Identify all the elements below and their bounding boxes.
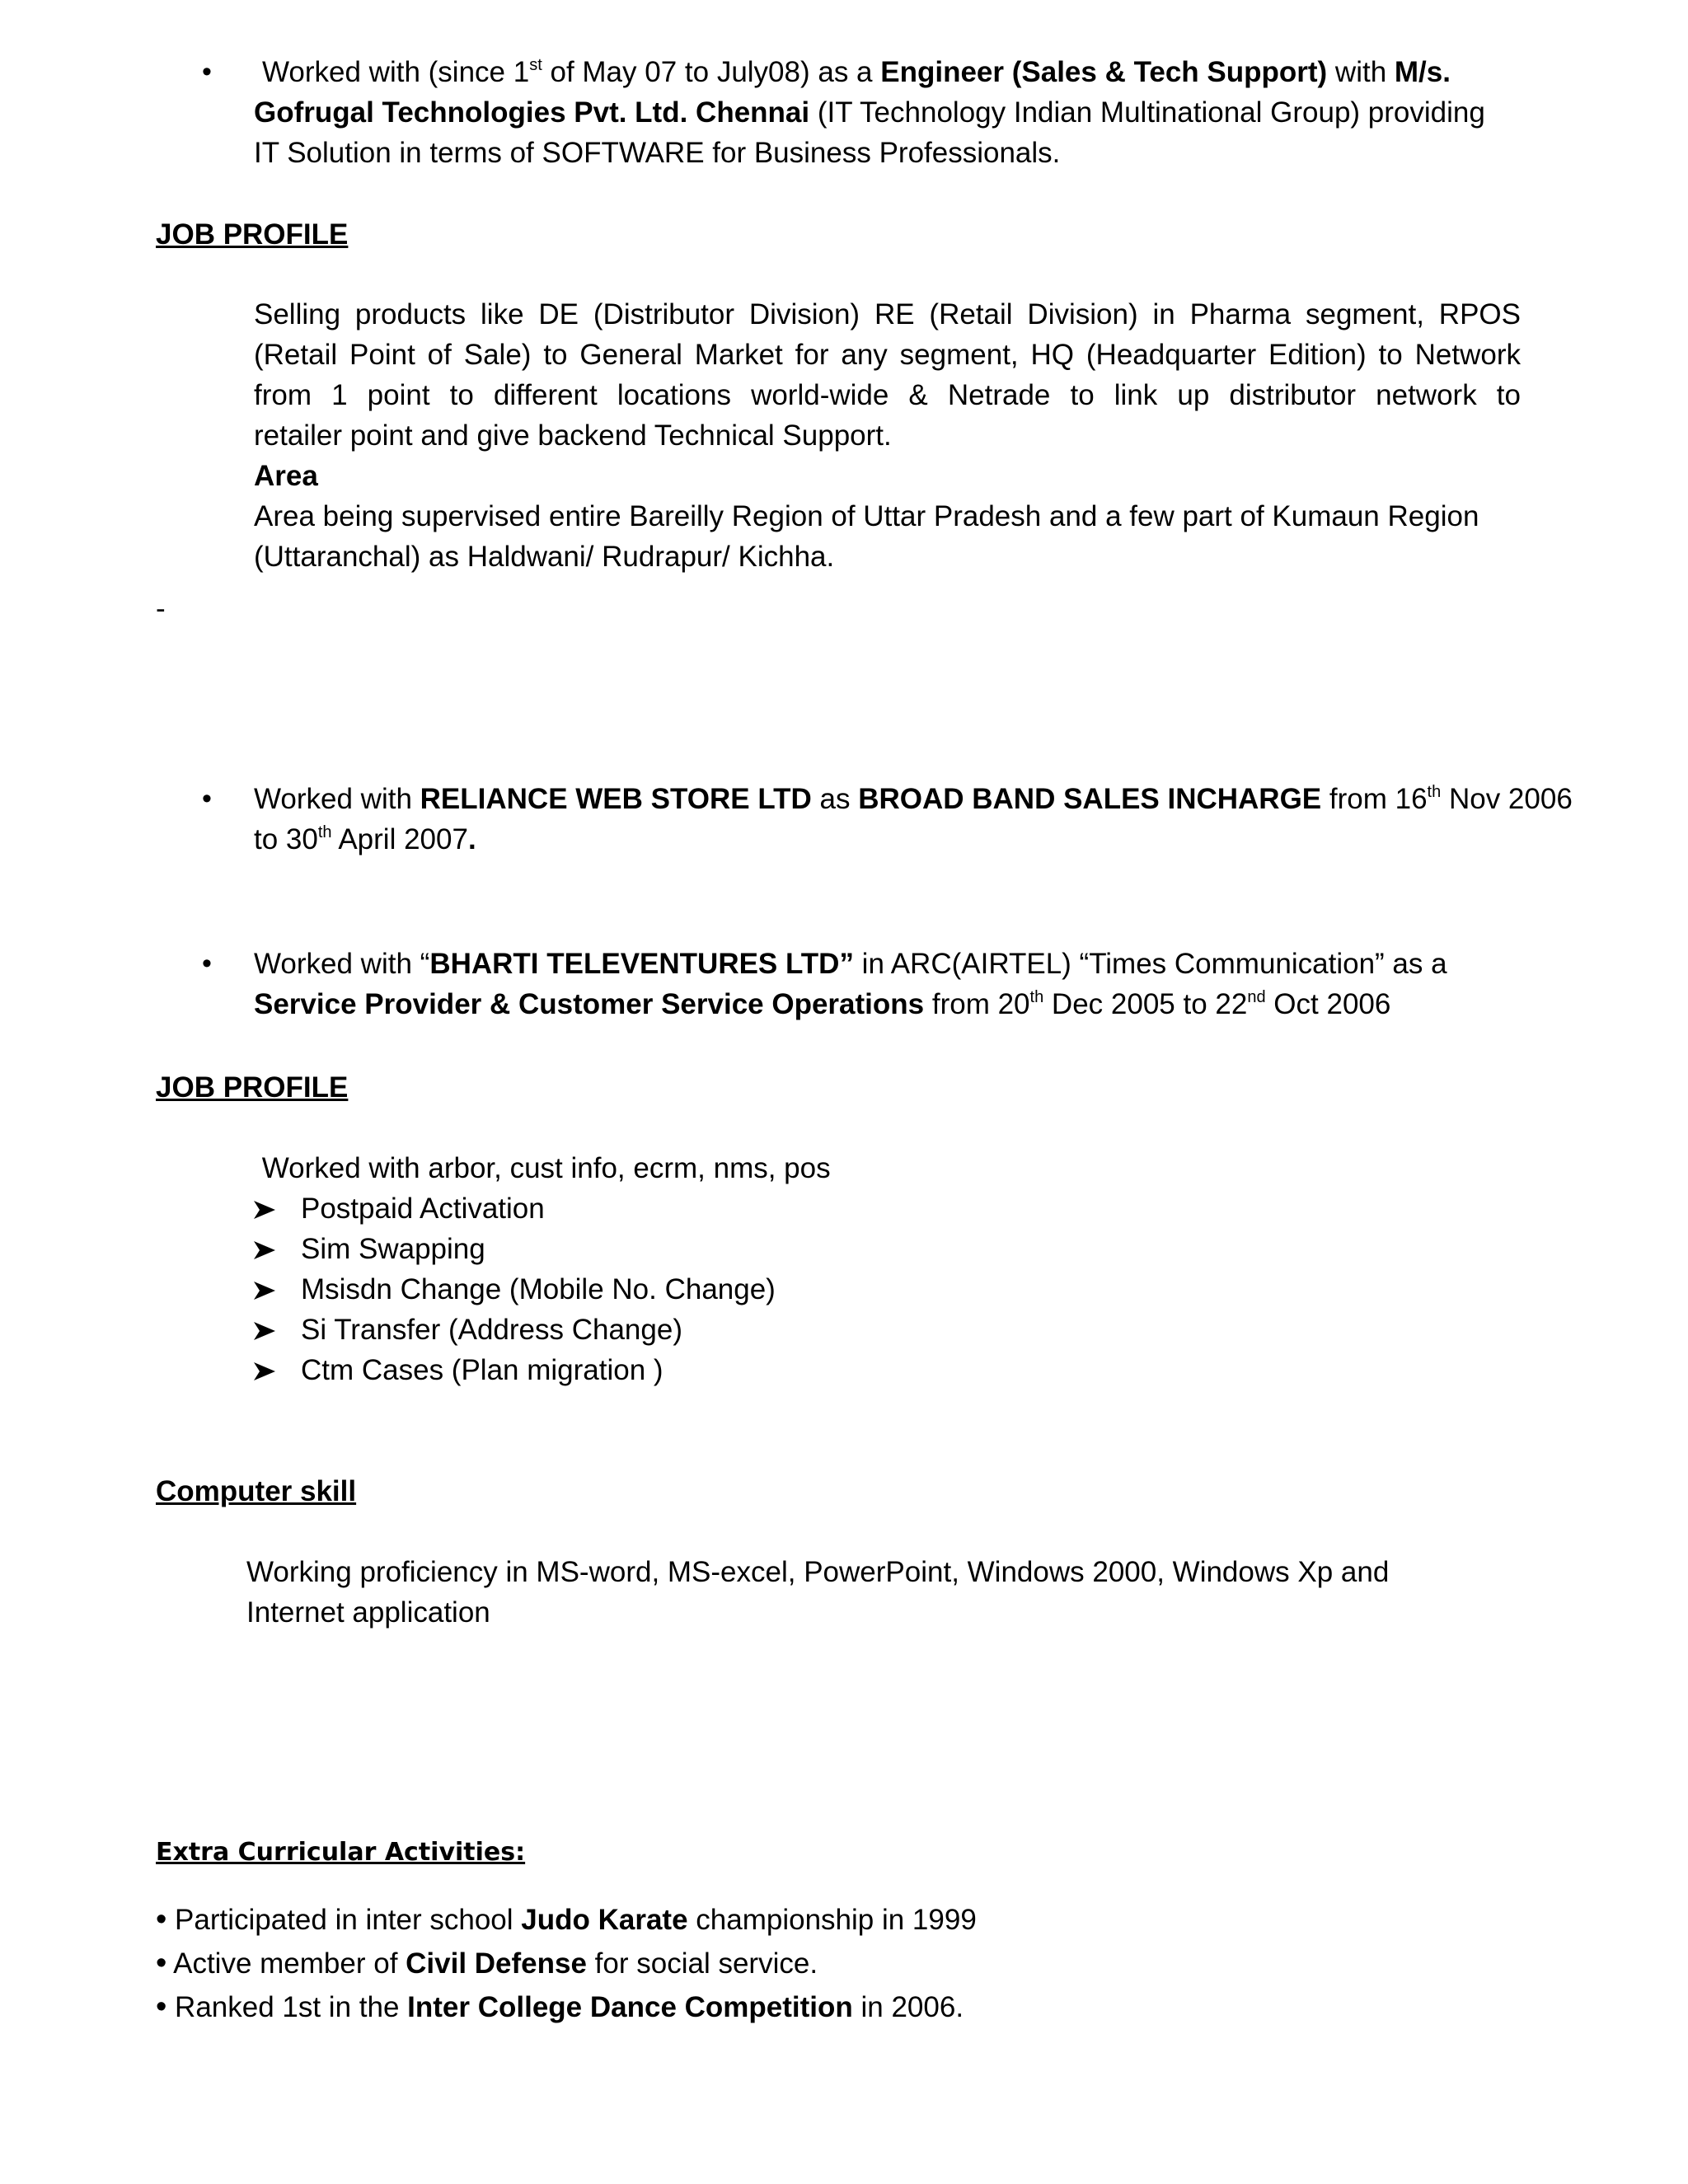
list-item: Postpaid Activation <box>254 1188 1523 1229</box>
extra-curricular-heading: Extra Curricular Activities: <box>156 1838 526 1867</box>
bullet: • <box>156 1946 167 1980</box>
job2-entry: Worked with RELIANCE WEB STORE LTD as BROAD BAND SALES INCHARGE from 16th Nov 2006 to 30th April 2007. <box>254 783 1573 855</box>
bullet: • <box>202 783 212 814</box>
list-item: • Ranked 1st in the Inter College Dance Competition in 2006. <box>156 1990 964 2024</box>
arrow-bullet-icon <box>254 1350 279 1390</box>
job1-line2: Gofrugal Technologies Pvt. Ltd. Chennai (IT Technology Indian Multinational Group) providing <box>254 96 1485 129</box>
list-item: Ctm Cases (Plan migration ) <box>254 1350 1523 1390</box>
job1-entry <box>254 52 1523 173</box>
extra-curricular-list <box>156 1898 1475 2029</box>
job1-company: Gofrugal Technologies Pvt. Ltd. Chennai <box>254 96 810 129</box>
job3-role: Service Provider & Customer Service Operations <box>254 988 925 1020</box>
bullet: • <box>156 1990 167 2024</box>
arrow-bullet-icon <box>254 1229 279 1269</box>
job-profile-heading: JOB PROFILE <box>156 218 349 251</box>
job1-line3: IT Solution in terms of SOFTWARE for Business Professionals. <box>254 137 1061 169</box>
list-item: Msisdn Change (Mobile No. Change) <box>254 1269 1523 1310</box>
job1-role: Engineer (Sales & Tech Support) <box>880 56 1328 88</box>
list-item: Sim Swapping <box>254 1229 1523 1269</box>
arrow-bullet-icon <box>254 1310 279 1350</box>
job-profile-2-list: Worked with arbor, cust info, ecrm, nms, pos Postpaid Activation Sim Swapping Msisdn Change (Mobile No. Change) Si Transfer (Address Change) Ctm Cases (Plan migration ) <box>254 1148 1523 1390</box>
list-item: • Participated in inter school Judo Karate championship in 1999 <box>156 1902 977 1937</box>
job-profile-heading: JOB PROFILE <box>156 1071 349 1104</box>
arrow-bullet-icon <box>254 1269 279 1310</box>
list-item: Si Transfer (Address Change) <box>254 1310 1523 1350</box>
list-item: • Active member of Civil Defense for social service. <box>156 1946 818 1980</box>
computer-skill-text: Working proficiency in MS-word, MS-excel, PowerPoint, Windows 2000, Windows Xp and Internet application <box>246 1556 1390 1629</box>
area-label: Area <box>254 460 318 492</box>
job3-entry: Worked with “BHARTI TELEVENTURES LTD” in ARC(AIRTEL) “Times Communication” as a Service Provider & Customer Service Operations from 20th Dec 2005 to 22nd Oct 2006 <box>254 948 1447 1020</box>
bullet: • <box>202 56 212 87</box>
dash-mark: - <box>156 593 166 625</box>
job-profile-1-text: Selling products like DE (Distributor Division) RE (Retail Division) in Pharma segment, RPOS (Retail Point of Sale) to General Market for any segment, HQ (Headquarter Edition) to Network from 1 point to different locations world-wide & Netrade to link up distributor network to retailer point and give backend Technical Support. Area Area being supervised entire Bareilly Region of Uttar Pradesh and a few part of Kumaun Region (Uttaranchal) as Haldwani/ Rudrapur/ Kichha. <box>254 298 1521 573</box>
job2-company: RELIANCE WEB STORE LTD <box>420 783 812 815</box>
computer-skill-heading: Computer skill <box>156 1475 357 1507</box>
job1-line1: Worked with (since 1st of May 07 to July08) as a Engineer (Sales & Tech Support) with M/s. <box>262 56 1451 88</box>
arrow-bullet-icon <box>254 1188 279 1229</box>
bullet: • <box>202 948 212 979</box>
job3-company: BHARTI TELEVENTURES LTD” <box>429 948 854 980</box>
bullet: • <box>156 1902 167 1937</box>
job2-role: BROAD BAND SALES INCHARGE <box>858 783 1322 815</box>
